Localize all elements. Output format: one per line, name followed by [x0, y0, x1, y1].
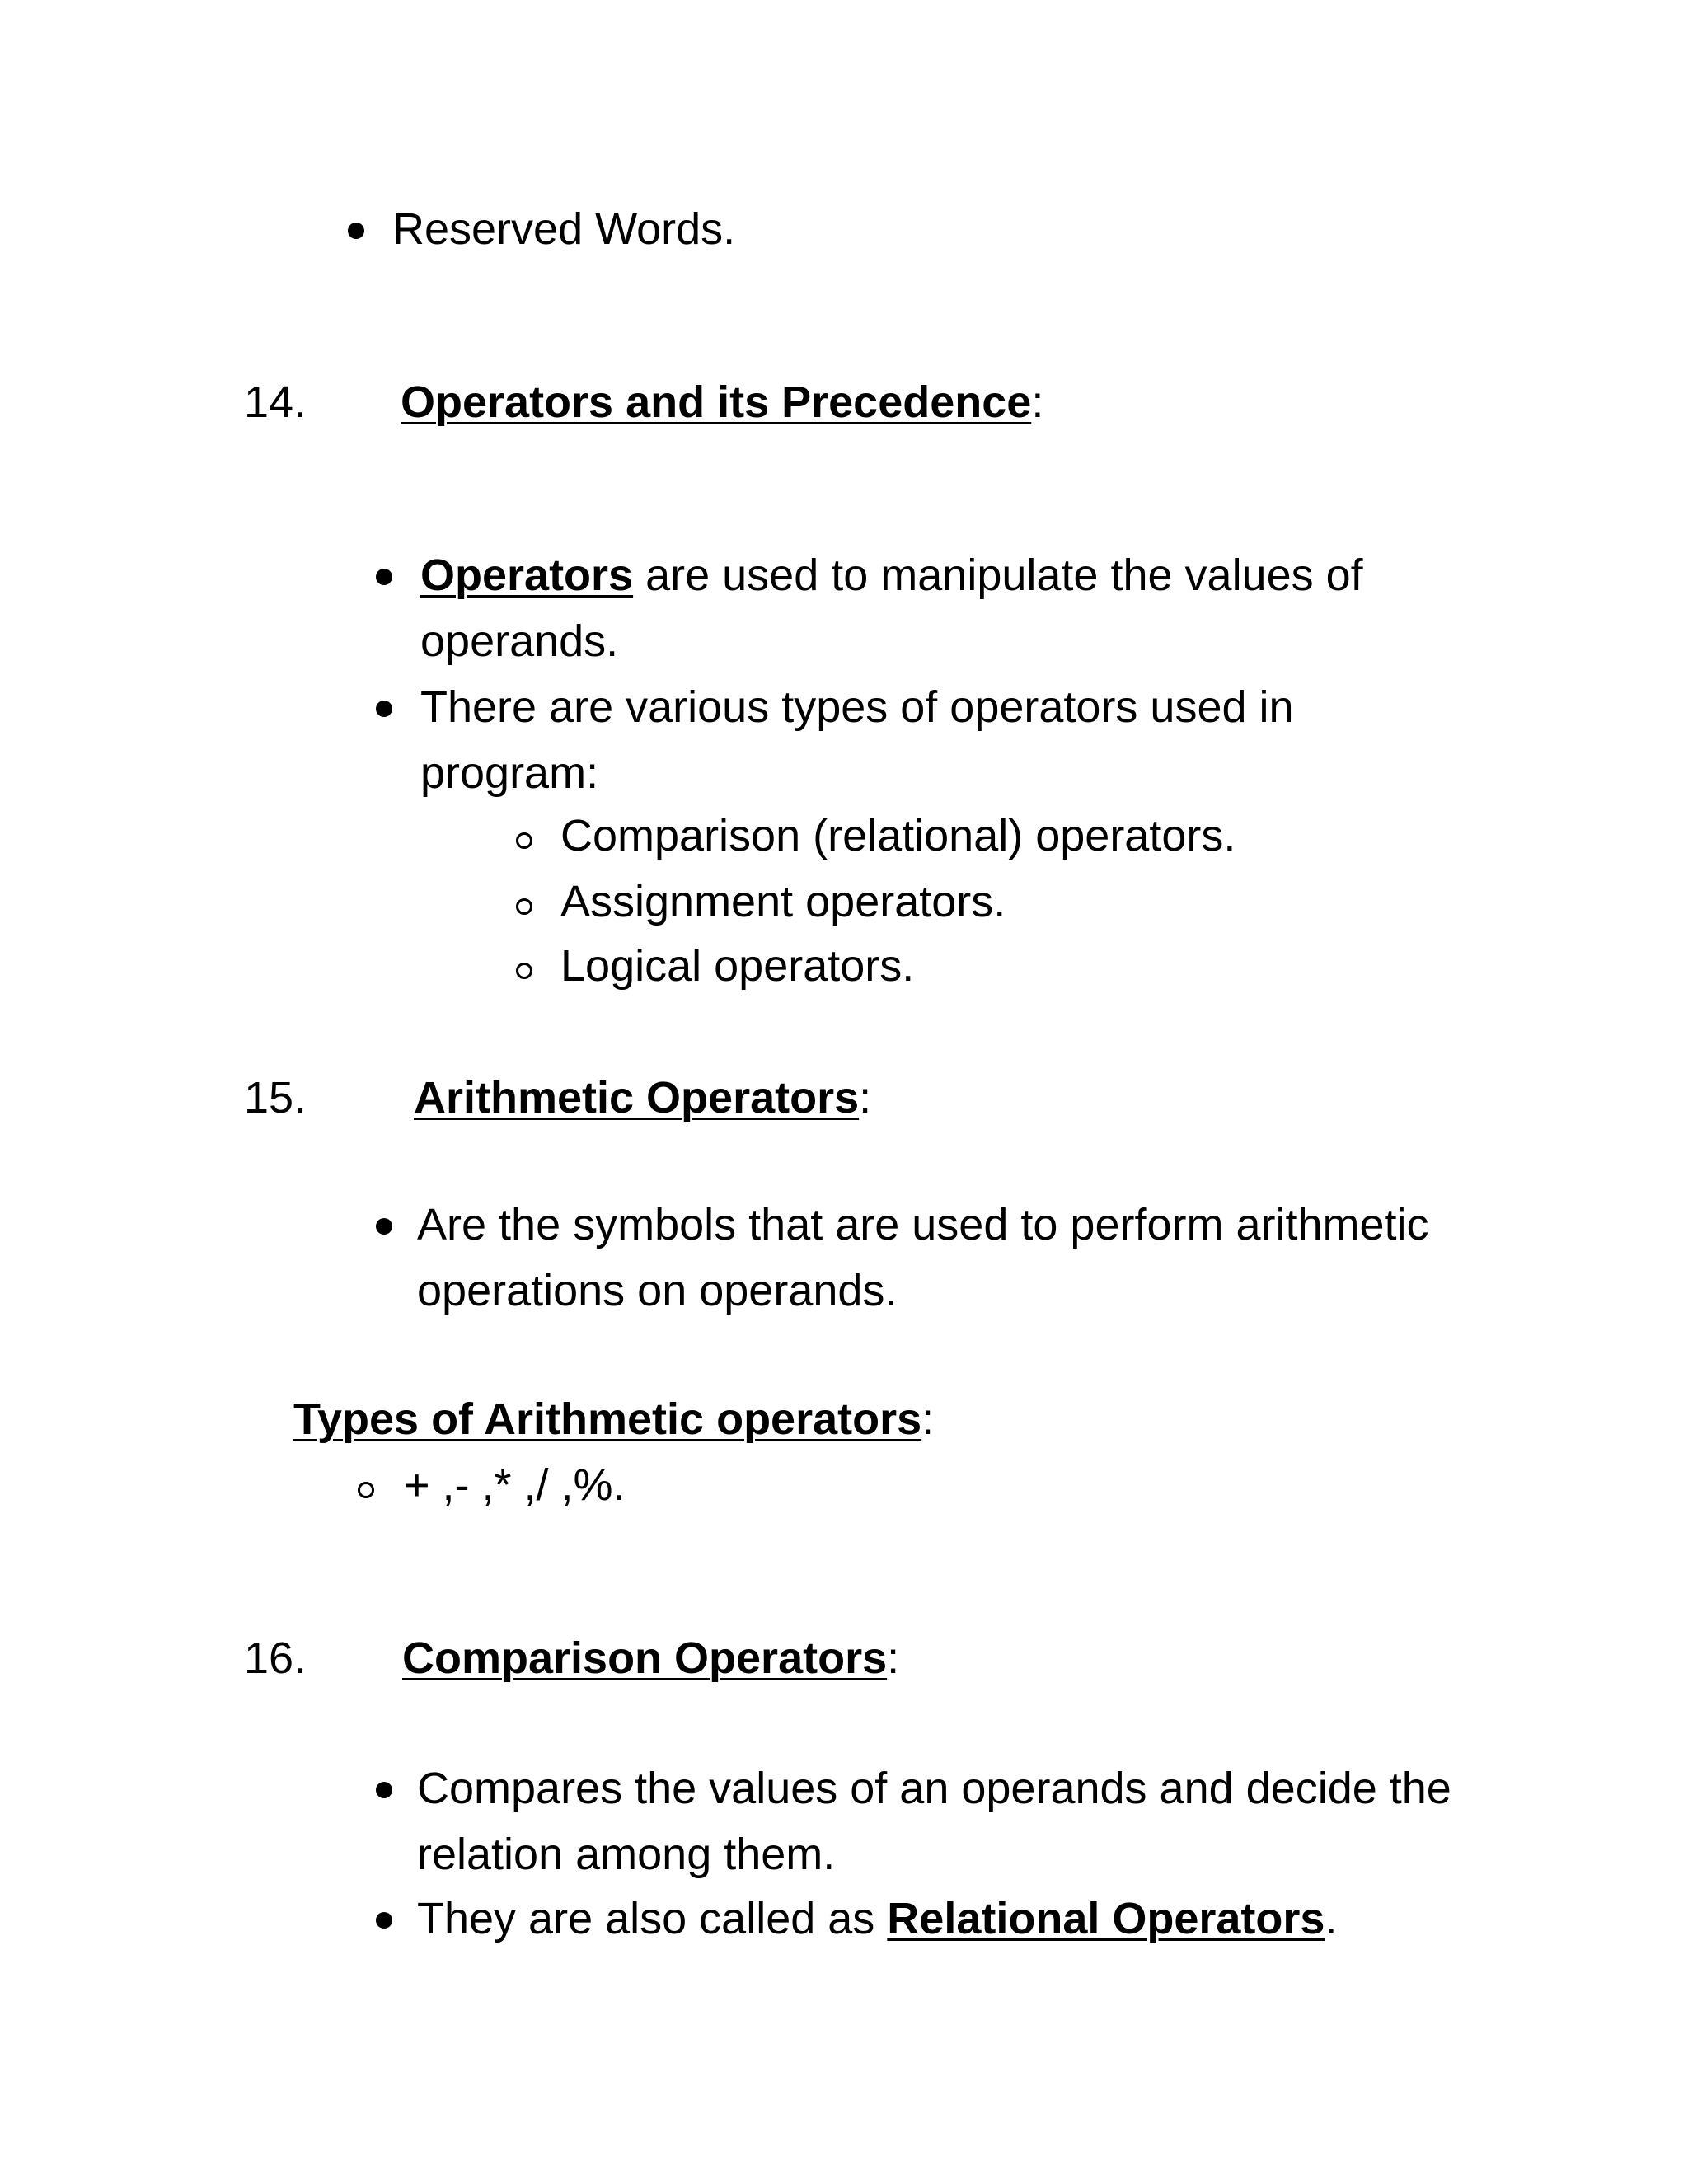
- section-14-title: Operators and its Precedence: [401, 377, 1032, 427]
- section-15-bullet-1-line-1: Are the symbols that are used to perform arithmetic: [417, 1200, 1429, 1249]
- section-15-number: 15.: [244, 1073, 307, 1122]
- bullet-dot-icon: [376, 569, 392, 585]
- section-16-bullet-2-period: .: [1325, 1894, 1338, 1943]
- reserved-words-text: Reserved Words.: [392, 204, 736, 254]
- sub-bullet-circle-icon: [516, 832, 532, 849]
- section-16-bullet-1-line-2: relation among them.: [417, 1830, 836, 1879]
- section-14-bullet-1-rest: are used to manipulate the values of: [633, 551, 1363, 600]
- section-15-heading: [414, 1071, 871, 1124]
- section-14-number: 14.: [244, 377, 307, 427]
- relational-operators-term: Relational Operators: [887, 1894, 1325, 1943]
- sub-bullet-circle-icon: [516, 963, 532, 979]
- sub-item-comparison: Comparison (relational) operators.: [560, 811, 1236, 860]
- bullet-dot-icon: [376, 1782, 392, 1798]
- bullet-dot-icon: [376, 701, 392, 717]
- section-15-title-colon: :: [859, 1073, 872, 1122]
- section-16-number: 16.: [244, 1633, 307, 1683]
- section-14-bullet-1-line-1: [420, 549, 1363, 602]
- section-15-title: Arithmetic Operators: [414, 1073, 860, 1122]
- sub-bullet-circle-icon: [516, 898, 532, 915]
- section-16-title-colon: :: [887, 1633, 900, 1683]
- section-14-bullet-1-line-2: operands.: [420, 616, 619, 666]
- bullet-dot-icon: [348, 223, 364, 239]
- sub-item-logical: Logical operators.: [560, 941, 915, 991]
- types-of-arithmetic-title: Types of Arithmetic operators: [293, 1394, 922, 1444]
- bullet-dot-icon: [376, 1218, 392, 1235]
- sub-item-assignment: Assignment operators.: [560, 877, 1006, 926]
- section-14-title-colon: :: [1031, 377, 1044, 427]
- operators-term: Operators: [420, 551, 634, 600]
- section-14-heading: [401, 376, 1043, 429]
- section-16-title: Comparison Operators: [402, 1633, 888, 1683]
- section-16-heading: [402, 1632, 899, 1685]
- types-of-arithmetic-heading: [293, 1393, 934, 1446]
- arithmetic-operator-list: + ,- ,* ,/ ,%.: [404, 1460, 626, 1510]
- types-of-arithmetic-colon: :: [921, 1394, 935, 1444]
- sub-bullet-circle-icon: [358, 1482, 374, 1498]
- section-14-bullet-2-line-2: program:: [420, 748, 599, 798]
- section-15-bullet-1-line-2: operations on operands.: [417, 1266, 898, 1315]
- section-16-bullet-2-prefix: They are also called as: [417, 1894, 888, 1943]
- section-16-bullet-1-line-1: Compares the values of an operands and decide the: [417, 1764, 1451, 1813]
- section-16-bullet-2: [417, 1892, 1337, 1945]
- bullet-dot-icon: [376, 1912, 392, 1929]
- section-14-bullet-2-line-1: There are various types of operators used in: [420, 682, 1294, 732]
